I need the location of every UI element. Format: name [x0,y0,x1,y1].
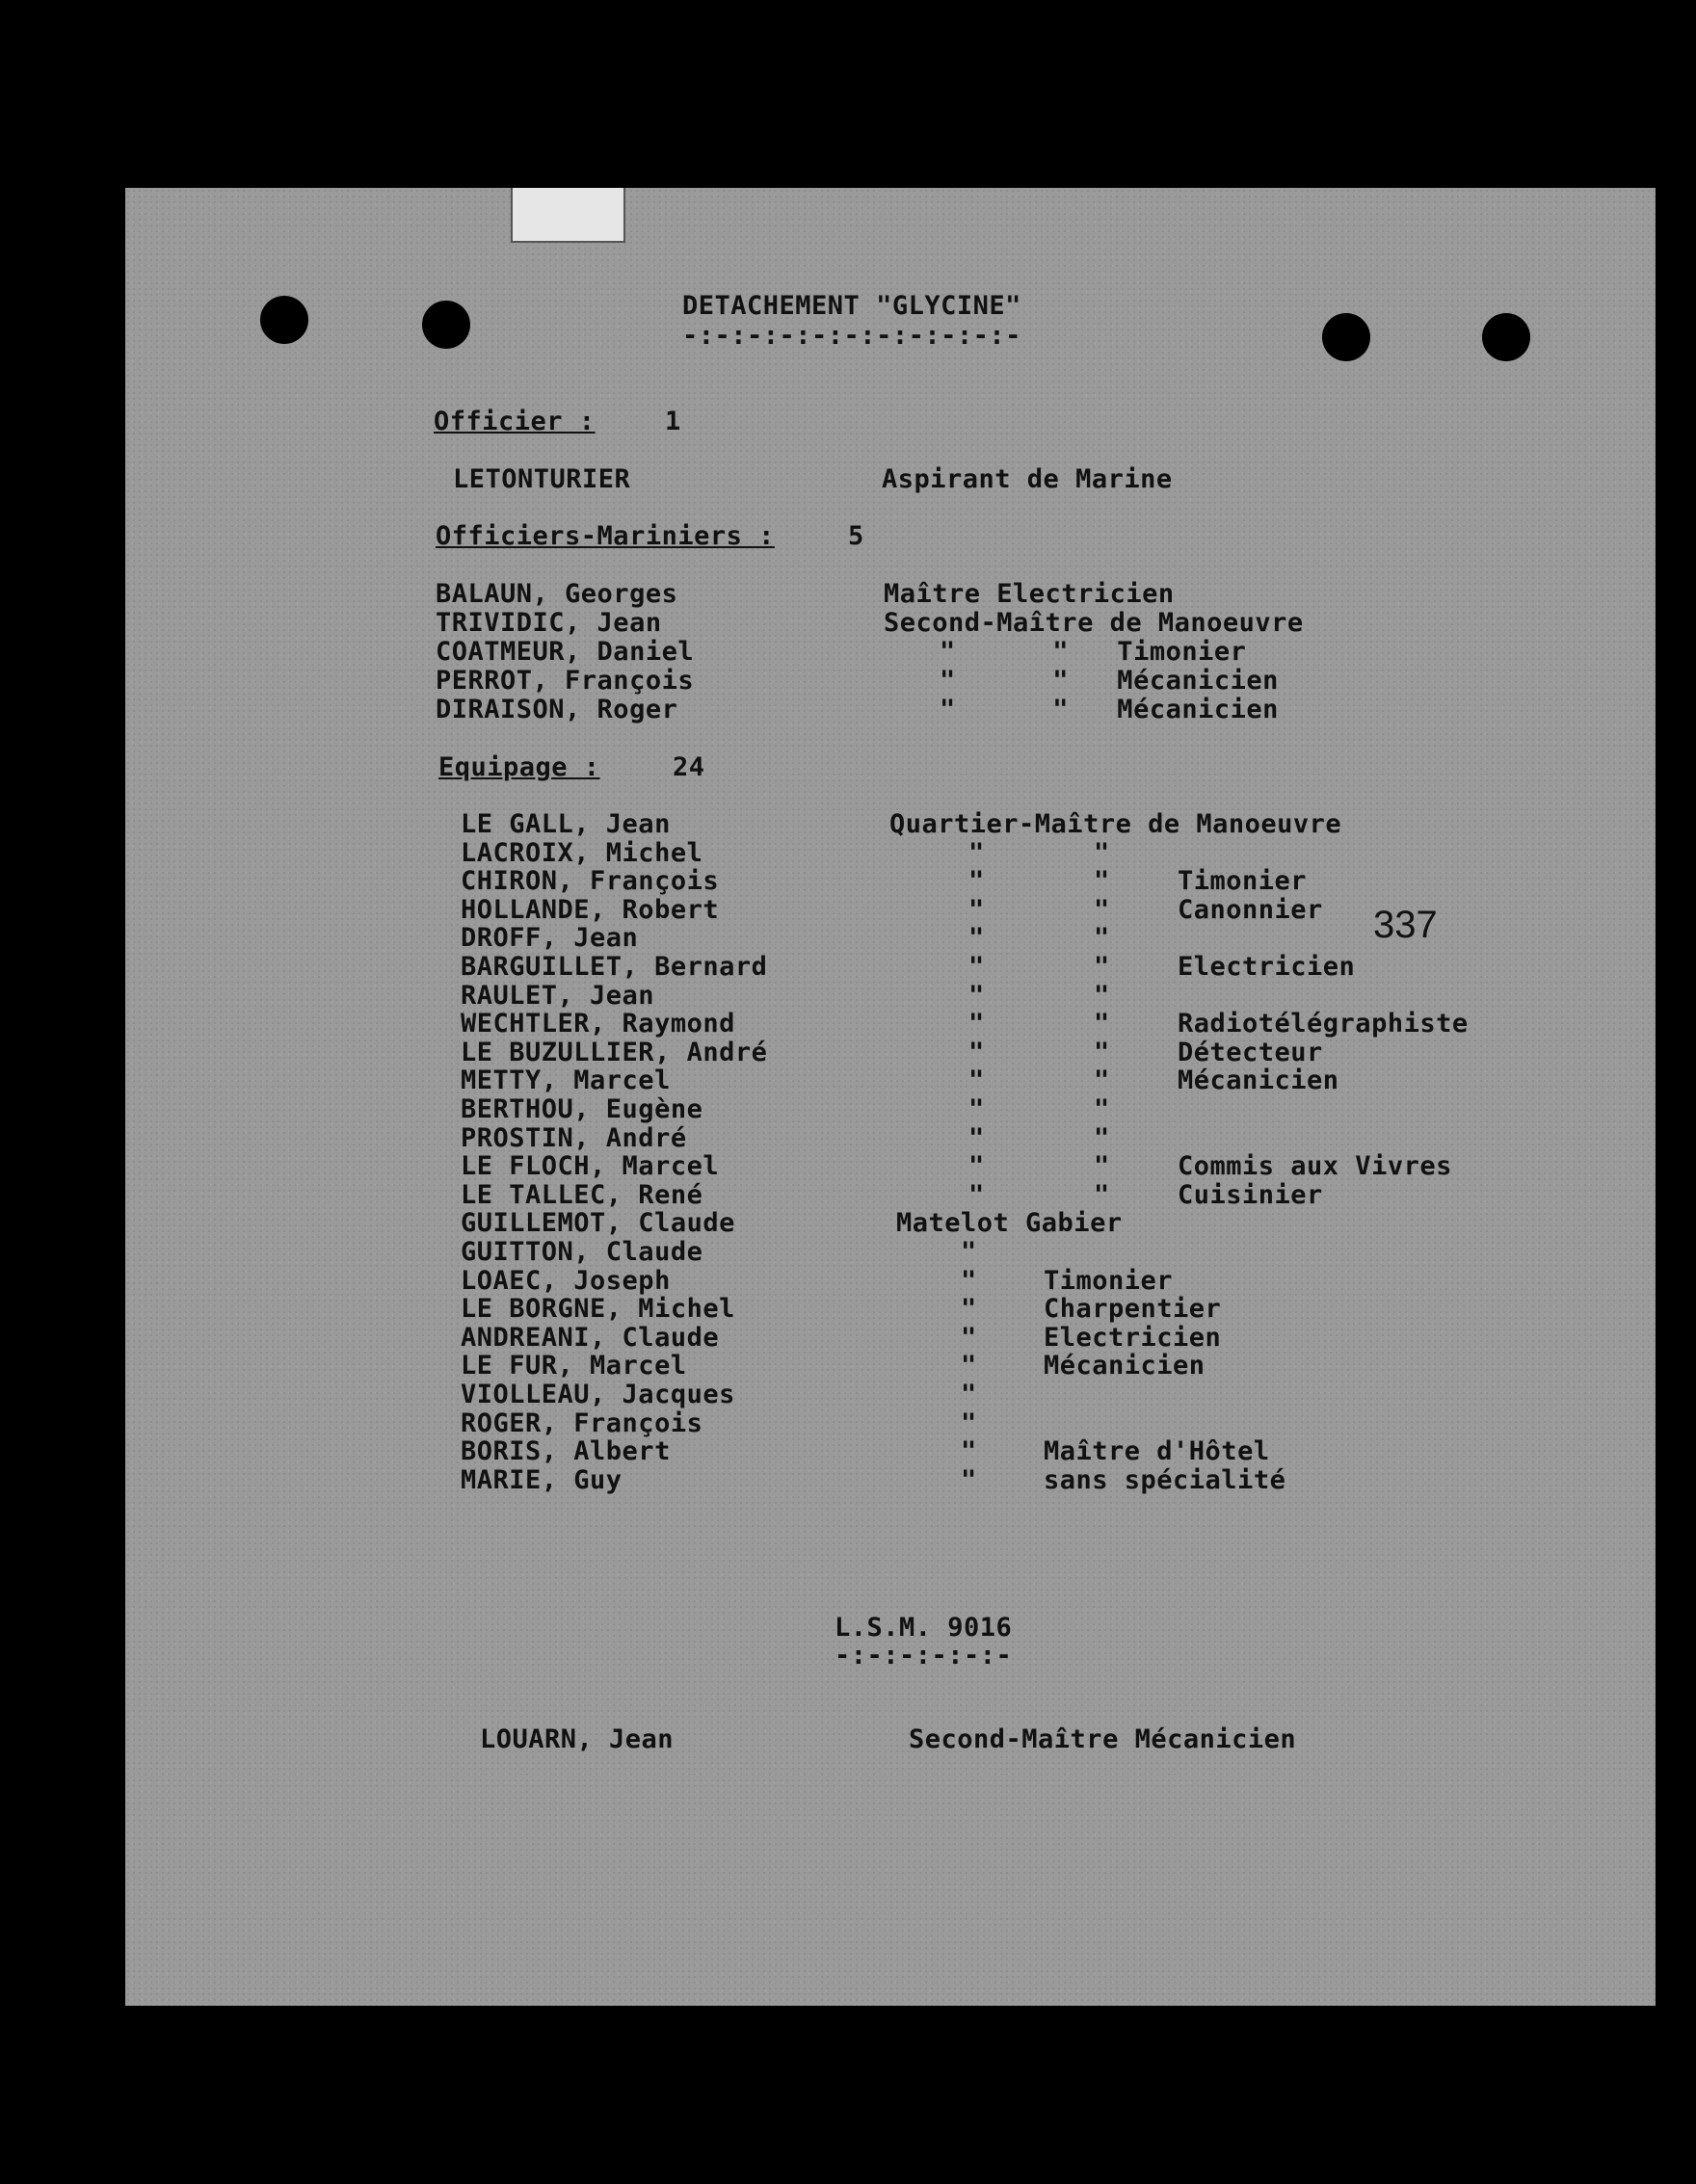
list-item: TRIVIDIC, Jean [436,608,662,638]
ditto-mark: " [961,1323,977,1353]
list-item: BARGUILLET, Bernard [461,952,768,982]
ditto-mark: " [961,1408,977,1438]
list-item-rank: Radiotélégraphiste [1178,1009,1469,1039]
list-item-rank: " " Mécanicien [940,666,1279,696]
list-item-rank: " " Timonier [940,637,1247,667]
list-item-rank: Timonier [1178,866,1308,896]
paper-clip [511,188,625,243]
ditto-mark: " [968,1180,985,1210]
list-item: ROGER, François [461,1408,703,1438]
lsm-title: L.S.M. 9016 [835,1613,1013,1643]
officier-label: Officier : [434,407,596,436]
ditto-mark: " [1094,1123,1110,1153]
list-item: PROSTIN, André [461,1123,687,1153]
list-item: DIRAISON, Roger [436,695,678,724]
list-item-rank: Electricien [1178,952,1356,982]
list-item: HOLLANDE, Robert [461,895,720,925]
officier-count: 1 [665,407,681,436]
list-item-rank: Détecteur [1178,1038,1323,1067]
ditto-mark: " [1094,923,1110,953]
list-item: CHIRON, François [461,866,720,896]
list-item-rank: Matelot Gabier [896,1208,1123,1238]
list-item-rank: Charpentier [1044,1294,1222,1324]
ditto-mark: " [968,1009,985,1039]
list-item-rank: Mécanicien [1044,1351,1206,1381]
list-item: MARIE, Guy [461,1465,623,1495]
list-item: BERTHOU, Eugène [461,1094,703,1124]
ditto-mark: " [961,1380,977,1409]
list-item: WECHTLER, Raymond [461,1009,735,1039]
lsm-rank: Second-Maître Mécanicien [909,1724,1297,1754]
ditto-mark: " [968,1038,985,1067]
ditto-mark: " [961,1237,977,1267]
punch-hole [422,301,470,349]
document-title: DETACHEMENT "GLYCINE" [682,291,1021,321]
list-item: LE TALLEC, René [461,1180,703,1210]
ditto-mark: " [961,1351,977,1381]
punch-hole [1482,313,1530,361]
ditto-mark: " [968,981,985,1011]
ditto-mark: " [961,1266,977,1296]
list-item: ANDREANI, Claude [461,1323,720,1353]
list-item: METTY, Marcel [461,1066,671,1095]
ditto-mark: " [1094,895,1110,925]
ditto-mark: " [1094,981,1110,1011]
ditto-mark: " [1094,1094,1110,1124]
officier-rank: Aspirant de Marine [882,464,1173,494]
punch-hole [1322,313,1370,361]
ditto-mark: " [1094,1151,1110,1181]
list-item-rank: Commis aux Vivres [1178,1151,1452,1181]
list-item: GUITTON, Claude [461,1237,703,1267]
page-number: 337 [1373,904,1438,946]
list-item: DROFF, Jean [461,923,639,953]
document-page [125,188,1656,2006]
list-item: LE FLOCH, Marcel [461,1151,720,1181]
lsm-name: LOUARN, Jean [480,1724,675,1754]
ditto-mark: " [961,1465,977,1495]
ditto-mark: " [1094,1066,1110,1095]
ditto-mark: " [1094,1038,1110,1067]
list-item: BALAUN, Georges [436,579,678,609]
list-item: RAULET, Jean [461,981,655,1011]
list-item: LE FUR, Marcel [461,1351,687,1381]
ditto-mark: " [968,895,985,925]
ditto-mark: " [968,838,985,868]
list-item-rank: Cuisinier [1178,1180,1323,1210]
ditto-mark: " [968,952,985,982]
list-item: BORIS, Albert [461,1436,671,1466]
list-item-rank: Mécanicien [1178,1066,1339,1095]
ditto-mark: " [1094,838,1110,868]
list-item: LE GALL, Jean [461,809,671,839]
officier-name: LETONTURIER [453,464,631,494]
equipage-count: 24 [673,752,705,782]
list-item-rank: Canonnier [1178,895,1323,925]
list-item: GUILLEMOT, Claude [461,1208,735,1238]
list-item: PERROT, François [436,666,695,696]
ditto-mark: " [1094,952,1110,982]
lsm-rule: -:-:-:-:-:- [835,1641,1013,1671]
ditto-mark: " [961,1436,977,1466]
ditto-mark: " [968,1123,985,1153]
ditto-mark: " [1094,866,1110,896]
ditto-mark: " [968,1151,985,1181]
list-item-rank: Quartier-Maître de Manoeuvre [889,809,1342,839]
list-item: COATMEUR, Daniel [436,637,695,667]
list-item-rank: " " Mécanicien [940,695,1279,724]
ditto-mark: " [1094,1180,1110,1210]
list-item-rank: Maître Electricien [884,579,1175,609]
list-item-rank: Maître d'Hôtel [1044,1436,1270,1466]
list-item: VIOLLEAU, Jacques [461,1380,735,1409]
officiers-mariniers-label: Officiers-Mariniers : [436,521,775,551]
officiers-mariniers-count: 5 [848,521,864,551]
list-item-rank: sans spécialité [1044,1465,1286,1495]
ditto-mark: " [968,1094,985,1124]
list-item-rank: Electricien [1044,1323,1222,1353]
list-item-rank: Timonier [1044,1266,1174,1296]
list-item: LE BORGNE, Michel [461,1294,735,1324]
list-item: LE BUZULLIER, André [461,1038,768,1067]
list-item: LOAEC, Joseph [461,1266,671,1296]
ditto-mark: " [968,1066,985,1095]
punch-hole [260,296,308,344]
ditto-mark: " [1094,1009,1110,1039]
ditto-mark: " [968,866,985,896]
equipage-label: Equipage : [438,752,600,782]
list-item: LACROIX, Michel [461,838,703,868]
title-rule: -:-:-:-:-:-:-:-:-:-:- [682,321,1021,351]
ditto-mark: " [968,923,985,953]
ditto-mark: " [961,1294,977,1324]
list-item-rank: Second-Maître de Manoeuvre [884,608,1304,638]
